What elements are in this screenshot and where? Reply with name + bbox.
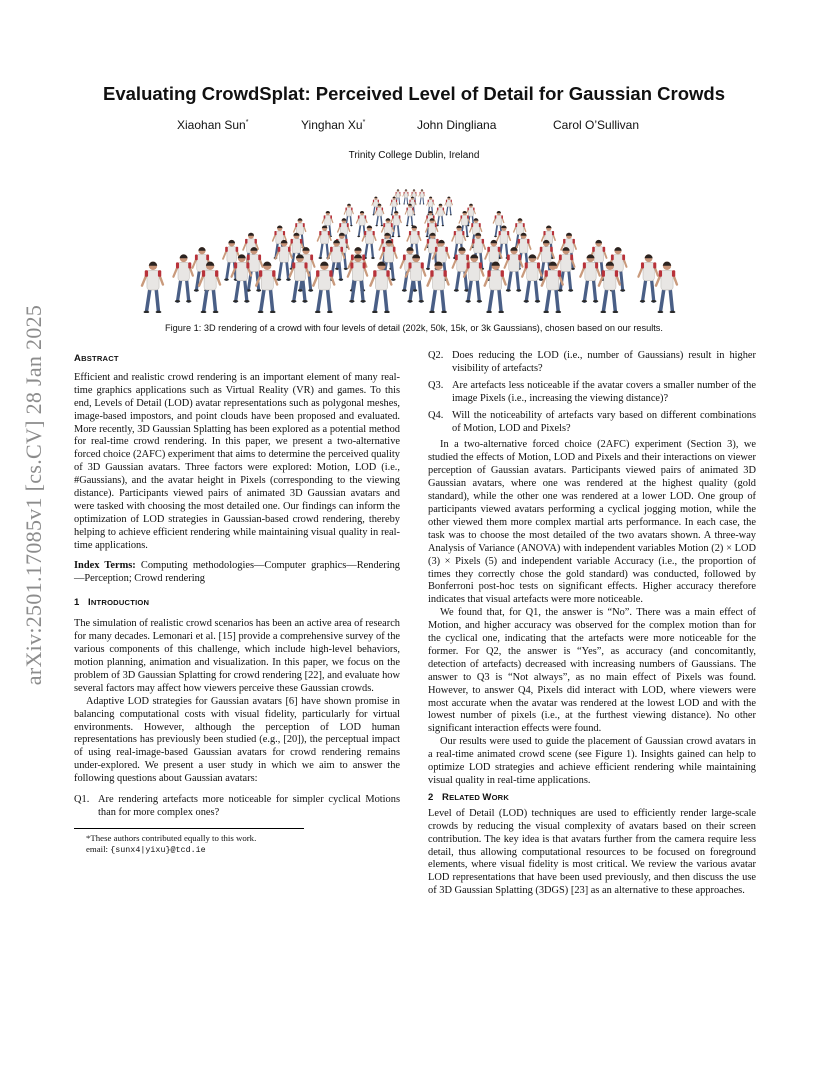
question-text: Are rendering artefacts more noticeable for simpler cyclical Motions than for more complex ones? (98, 794, 400, 818)
index-terms-text: Computing methodologies—Computer graphics—Rendering—Perception; Crowd rendering (74, 559, 400, 584)
index-terms-label: Index Terms: (74, 559, 136, 571)
right-paragraph-3: Our results were used to guide the placement of Gaussian crowd avatars in a real-time animated crowd scene (see Figure 1). Insights gained can help to optimize LOD strategies and achieve efficient rendering while maintaining visual quality in real-time applications. (428, 736, 756, 786)
crowd-avatar (344, 204, 353, 226)
question-number: Q3. (428, 379, 444, 391)
intro-paragraph-2: Adaptive LOD strategies for Gaussian avatars [6] have shown promise in balancing computational costs with visual fidelity, particularly for virtual environments. However, although the perception of LOD human representations has previously been studied (e.g., [20]), the perceptual impact of using real-image-based Gaussian avatars for crowd rendering remains under-explored. We present a user study in which we aim to answer the following questions about Gaussian avatars: (74, 695, 400, 785)
crowd-avatar (370, 262, 391, 313)
author-2-mark: * (362, 119, 366, 126)
author-1 (177, 118, 248, 132)
question-item (428, 410, 756, 436)
arxiv-stamp-text: arXiv:2501.17085v1 [cs.CV] 28 Jan 2025 (21, 304, 46, 686)
crowd-avatar (313, 262, 334, 313)
crowd-avatar (173, 254, 192, 302)
author-1-mark: * (245, 119, 249, 126)
footnote (74, 833, 400, 856)
intro-paragraph-1: The simulation of realistic crowd scenarios has been an active area of research for many decades. Lemonari et al. [15] provide a comprehensive survey of the various components of this challenge, which include high-level behaviors, motion planning, animation and visualization. In this paper, we focus on the problem of 3D Gaussian Splatting for crowd rendering [22], and evaluate how several factors may affect how viewers perceive these Gaussian crowds. (74, 618, 401, 694)
right-column (428, 350, 756, 898)
question-item (428, 350, 756, 376)
crowd-rendering-figure (120, 178, 710, 313)
paper-title: Evaluating CrowdSplat: Perceived Level of Detail for Gaussian Crowds (103, 83, 725, 104)
question-list-right (428, 350, 756, 435)
author-4 (553, 118, 639, 132)
author-3 (417, 118, 496, 132)
footnote-email-value: {sunx4|yixu}@tcd.ie (110, 844, 206, 855)
footnote-email (86, 844, 400, 856)
question-list-left (74, 794, 400, 820)
crowd-avatar (522, 254, 541, 302)
question-text: Will the noticeability of artefacts vary based on different combinations of Motion, LOD and Pixels? (452, 409, 756, 434)
abstract-text: Efficient and realistic crowd rendering is an important element of many real-time graphics applications such as Virtual Reality (VR) and games. To this end, Levels of Detail (LOD) avatar representations such as polygonal meshes, image-based impostors, and point clouds have been proposed and evaluated. More recently, 3D Gaussian Splatting has been explored as a potential method for real-time crowd rendering. In this paper, we present a two-alternative forced choice (2AFC) experiment that aims to determine the perceived quality of 3D Gaussian avatars. Three factors were explored: Motion, LOD (i.e., #Gaussians), and the avatar height in Pixels (corresponding to the viewing distance). Participants viewed pairs of animated 3D Gaussian avatars and were tasked with choosing the most detailed one. Our findings can inform the optimization of LOD strategies in Gaussian-based crowd rendering, thereby helping to achieve efficient rendering while maintaining visual quality in real-time applications. (74, 371, 400, 551)
arxiv-stamp (14, 290, 54, 700)
crowd-avatar (656, 262, 677, 313)
question-text: Are artefacts less noticeable if the avatar covers a smaller number of the image Pixels (i.e., increasing the viewing distance)? (452, 379, 756, 404)
index-terms (74, 560, 400, 586)
crowd-avatar (142, 262, 163, 313)
question-item (74, 794, 400, 820)
crowd-avatar (405, 204, 414, 226)
author-2-name: Yinghan Xu (301, 118, 363, 132)
related-work-paragraph: Level of Detail (LOD) techniques are used to efficiently render large-scale crowds by reducing the visual complexity of avatars based on their screen contribution. The key idea is that avatars further from the camera require less detail, thus allowing computational resources to be focused on foreground elements, where visual fidelity is most critical. We review the various avatar LOD representations that have been used previously, and then discuss the use of 3D Gaussian Splatting (3DGS) [23] as an alternative to these approaches. (428, 807, 756, 897)
footnote-divider (74, 828, 304, 829)
author-2 (301, 118, 365, 132)
question-number: Q1. (74, 794, 90, 806)
crowd-avatar (375, 204, 384, 226)
author-4-name: Carol O’Sullivan (553, 118, 640, 132)
affiliation: Trinity College Dublin, Ireland (348, 150, 480, 161)
figure-caption: Figure 1: 3D rendering of a crowd with four levels of detail (202k, 50k, 15k, or 3k Gaussians), chosen based on our results. (165, 323, 663, 333)
crowd-avatar (436, 204, 445, 226)
abstract-heading: ABSTRACT (74, 353, 119, 364)
question-item (428, 380, 756, 406)
right-paragraph-1: In a two-alternative forced choice (2AFC) experiment (Section 3), we studied the effects of Motion, LOD and Pixels and their interactions on viewer perception of Gaussian avatars. Participants viewed pairs of animated 3D Gaussian avatars, where one was rendered at the highest quality (gold standard), while the other one was rendered at a lower LOD. One group of participants viewed avatars performing a cyclical jogging motion, while the other viewed them more complex martial arts performance. In each case, the task was to choose the most detailed of the two avatars shown. A three-way Analysis of Variance (ANOVA) with independent variables Motion (2) × LOD (3) × Pixels (5) and independent variable Accuracy (i.e., the proportion of times they correctly chose the gold standard) was conducted, followed by Bonferroni post-hoc tests on significant effects. Higher accuracy therefore indicates that visual artefacts were more noticeable. (428, 439, 756, 606)
crowd-avatar (638, 254, 657, 302)
crowd-avatar (403, 189, 409, 204)
question-number: Q4. (428, 409, 444, 421)
crowd-avatar (419, 189, 425, 204)
left-column (74, 350, 400, 856)
right-paragraph-2: We found that, for Q1, the answer is “No”. There was a main effect of Motion, and higher accuracy was observed for the complex motion than for the cyclical one, indicating that the artefacts were more noticeable for the former. For Q2, the answer is “Yes”, as accuracy (and concomitantly, detection of artefacts) decreased with increasing numbers of Gaussians. The answer to Q3 is “Not always”, as no main effect of Pixels was found. However, to answer Q4, Pixels did interact with LOD, where viewers were most accurate when the avatar was rendered at the lowest LOD and with the lowest number of pixels (i.e., at the furthest viewing distance). No other significant interaction effects were found. (428, 607, 756, 735)
footnote-email-label: email: (86, 843, 108, 854)
author-3-name: John Dingliana (417, 118, 497, 132)
crowd-avatar (485, 262, 506, 313)
crowd-avatar (445, 197, 453, 216)
footnote-line-1: *These authors contributed equally to this work. (86, 832, 257, 843)
question-text: Does reducing the LOD (i.e., number of Gaussians) result in higher visibility of artefacts? (452, 350, 756, 374)
author-1-name: Xiaohan Sun (177, 118, 246, 132)
intro-heading: 1 INTRODUCTION (74, 597, 150, 609)
question-number: Q2. (428, 350, 444, 361)
related-work-heading: 2 RELATED WORK (428, 791, 510, 803)
